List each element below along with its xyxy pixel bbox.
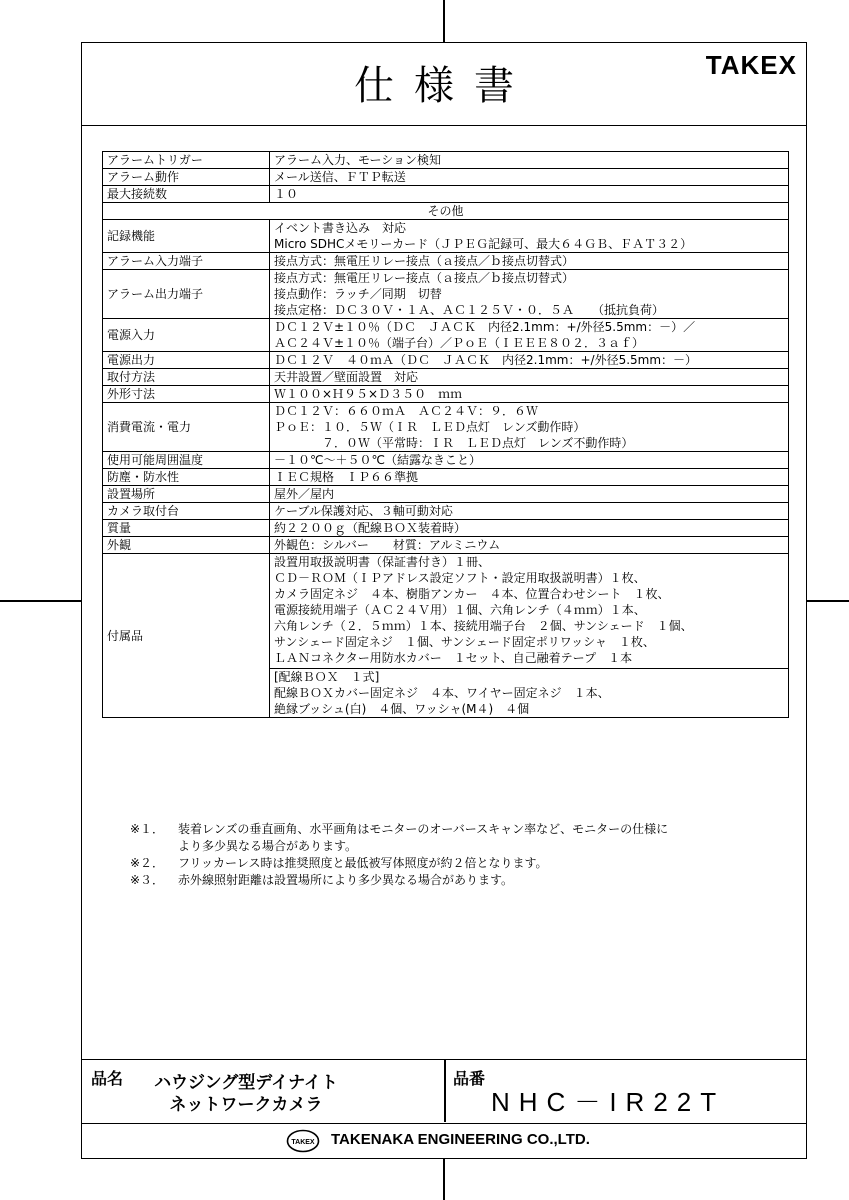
- value-line: 接点定格：ＤＣ３０Ｖ・１Ａ、ＡＣ１２５Ｖ・０．５Ａ （抵抗負荷）: [274, 303, 665, 317]
- row-label: アラーム動作: [103, 169, 270, 186]
- value-line: －１０℃～＋５０℃（結露なきこと）: [274, 453, 481, 467]
- table-row: [103, 253, 789, 270]
- row-value: [270, 319, 789, 352]
- row-label: 電源出力: [103, 352, 270, 369]
- row-value: [270, 520, 789, 537]
- table-row: [103, 537, 789, 554]
- note-mark: ※３．: [130, 873, 165, 887]
- value-line: ＰｏＥ：１０．５Ｗ（ＩＲ ＬＥＤ点灯 レンズ動作時）: [274, 420, 586, 434]
- row-label: 付属品: [103, 554, 270, 718]
- value-line: サンシェード固定ネジ １個、サンシェード固定ポリワッシャ １枚、: [274, 635, 655, 649]
- value-line: 外観色：シルバー 材質：アルミニウム: [274, 538, 501, 552]
- row-label: アラーム入力端子: [103, 253, 270, 270]
- brand-logo-text: TAKEX: [705, 50, 797, 80]
- row-value: [270, 554, 789, 718]
- note-text: [178, 872, 513, 889]
- row-label: 電源入力: [103, 319, 270, 352]
- title-box: [81, 42, 807, 126]
- value-line: １０: [274, 187, 299, 201]
- crop-mark-left: [0, 600, 81, 602]
- value-line: ケーブル保護対応、３軸可動対応: [274, 504, 453, 518]
- table-row: [103, 554, 789, 718]
- note-item: [130, 855, 790, 872]
- table-row: [103, 186, 789, 203]
- crop-mark-top: [443, 0, 445, 42]
- table-row: [103, 503, 789, 520]
- table-row: [103, 169, 789, 186]
- svg-text:TAKEX: TAKEX: [291, 1139, 315, 1146]
- crop-mark-bottom: [443, 1159, 445, 1200]
- product-number-label: 品番: [453, 1069, 486, 1088]
- value-line: 絶縁ブッシュ(白) ４個、ワッシャ(M４) ４個: [274, 702, 530, 716]
- table-row: [103, 220, 789, 253]
- section-heading: その他: [103, 203, 789, 220]
- value-line: 接点方式：無電圧リレー接点（ａ接点／ｂ接点切替式）: [274, 254, 575, 268]
- row-value: [270, 152, 789, 169]
- row-value: [270, 452, 789, 469]
- wiring-box-contents: [270, 668, 788, 717]
- value-line: [配線ＢＯＸ １式]: [274, 670, 380, 684]
- value-line: Ｗ１００×Ｈ９５×Ｄ３５０ ｍｍ: [274, 387, 463, 401]
- table-row: [103, 152, 789, 169]
- value-line: ＡＣ２４Ｖ±１０％（端子台）／ＰｏＥ（ＩＥＥＥ８０２．３ａｆ）: [274, 336, 645, 350]
- value-line: ＣＤ－ＲＯＭ（ＩＰアドレス設定ソフト・設定用取扱説明書）１枚、: [274, 571, 646, 585]
- note-mark: ※２．: [130, 856, 165, 870]
- table-row: [103, 486, 789, 503]
- row-label: アラームトリガー: [103, 152, 270, 169]
- note-text: [178, 855, 547, 872]
- value-line: 約２２００ｇ（配線ＢＯＸ装着時）: [274, 521, 467, 535]
- table-section-row: [103, 203, 789, 220]
- note-line: より多少異なる場合があります。: [178, 839, 358, 853]
- row-value: [270, 469, 789, 486]
- product-box: [81, 1059, 807, 1123]
- value-line: ＤＣ１２Ｖ：６６０ｍＡ ＡＣ２４Ｖ：９．６Ｗ: [274, 404, 539, 418]
- note-mark: ※１．: [130, 822, 165, 836]
- table-row: [103, 469, 789, 486]
- product-box-divider: [444, 1060, 446, 1122]
- page-title: 仕様書: [354, 63, 534, 109]
- notes: [130, 821, 790, 889]
- note-item: [130, 872, 790, 889]
- row-label: 消費電流・電力: [103, 403, 270, 452]
- crop-mark-right: [807, 600, 849, 602]
- row-value: [270, 253, 789, 270]
- row-value: [270, 537, 789, 554]
- value-line: ＤＣ１２Ｖ ４０ｍＡ（ＤＣ ＪＡＣＫ 内径2.1mm：+/外径5.5mm：－）: [274, 353, 698, 367]
- row-label: 使用可能周囲温度: [103, 452, 270, 469]
- product-number: NHC－IR22T: [491, 1087, 726, 1117]
- table-row: [103, 452, 789, 469]
- table-row: [103, 403, 789, 452]
- table-row: [103, 270, 789, 319]
- table-row: [103, 319, 789, 352]
- table-row: [103, 352, 789, 369]
- row-value: [270, 369, 789, 386]
- row-label: 防塵・防水性: [103, 469, 270, 486]
- row-label: アラーム出力端子: [103, 270, 270, 319]
- value-line: 設置用取扱説明書（保証書付き）１冊、: [274, 555, 491, 569]
- product-name-line: ハウジング型デイナイト: [154, 1073, 338, 1093]
- value-line: メール送信、ＦＴＰ転送: [274, 170, 406, 184]
- product-name-line: ネットワークカメラ: [169, 1095, 323, 1115]
- footer: [81, 1123, 807, 1159]
- note-text: [178, 821, 668, 855]
- row-label: 外観: [103, 537, 270, 554]
- row-label: カメラ取付台: [103, 503, 270, 520]
- value-line: 配線ＢＯＸカバー固定ネジ ４本、ワイヤー固定ネジ １本、: [274, 686, 610, 700]
- row-value: [270, 386, 789, 403]
- value-line: ＩＥＣ規格 ＩＰ６６準拠: [274, 470, 419, 484]
- product-name-label: 品名: [91, 1069, 124, 1088]
- value-line: 接点動作：ラッチ／同期 切替: [274, 287, 442, 301]
- row-value: [270, 403, 789, 452]
- value-line: 天井設置／壁面設置 対応: [274, 370, 419, 384]
- note-line: フリッカーレス時は推奨照度と最低被写体照度が約２倍となります。: [178, 856, 548, 870]
- value-line: 電源接続用端子（ＡＣ２４Ｖ用）１個、六角レンチ（４ｍｍ）１本、: [274, 603, 646, 617]
- row-value: [270, 186, 789, 203]
- value-line: Micro SDHCメモリーカード（ＪＰＥＧ記録可、最大６４ＧＢ、ＦＡＴ３２）: [274, 237, 693, 251]
- row-value: [270, 352, 789, 369]
- row-value: [270, 169, 789, 186]
- value-line: 六角レンチ（２．５ｍｍ）１本、接続用端子台 ２個、サンシェード １個、: [274, 619, 693, 633]
- company-logo: [286, 1129, 320, 1153]
- row-label: 質量: [103, 520, 270, 537]
- value-line: イベント書き込み 対応: [274, 221, 407, 235]
- company-name: TAKENAKA ENGINEERING CO.,LTD.: [331, 1131, 590, 1148]
- note-line: 装着レンズの垂直画角、水平画角はモニターのオーバースキャン率など、モニターの仕様に: [178, 822, 669, 836]
- value-line: カメラ固定ネジ ４本、樹脂アンカー ４本、位置合わせシート １枚、: [274, 587, 670, 601]
- product-name: [131, 1072, 361, 1116]
- row-label: 外形寸法: [103, 386, 270, 403]
- table-row: [103, 520, 789, 537]
- value-line: 接点方式：無電圧リレー接点（ａ接点／ｂ接点切替式）: [274, 271, 575, 285]
- row-value: [270, 503, 789, 520]
- row-value: [270, 486, 789, 503]
- row-label: 取付方法: [103, 369, 270, 386]
- note-line: 赤外線照射距離は設置場所により多少異なる場合があります。: [178, 873, 514, 887]
- value-line: アラーム入力、モーション検知: [274, 153, 442, 167]
- value-line: 屋外／屋内: [274, 487, 335, 501]
- row-value: [270, 220, 789, 253]
- spec-table: [102, 151, 789, 718]
- row-label: 設置場所: [103, 486, 270, 503]
- table-row: [103, 369, 789, 386]
- row-label: 記録機能: [103, 220, 270, 253]
- value-line: ７．０Ｗ（平常時：ＩＲ ＬＥＤ点灯 レンズ不動作時）: [274, 436, 634, 450]
- row-value: [270, 270, 789, 319]
- value-line: ＤＣ１２Ｖ±１０％（ＤＣ ＪＡＣＫ 内径2.1mm：+/外径5.5mm：－）／: [274, 320, 696, 334]
- row-label: 最大接続数: [103, 186, 270, 203]
- note-item: [130, 821, 790, 855]
- table-row: [103, 386, 789, 403]
- value-line: ＬＡＮコネクター用防水カバー １セット、自己融着テープ １本: [274, 651, 633, 665]
